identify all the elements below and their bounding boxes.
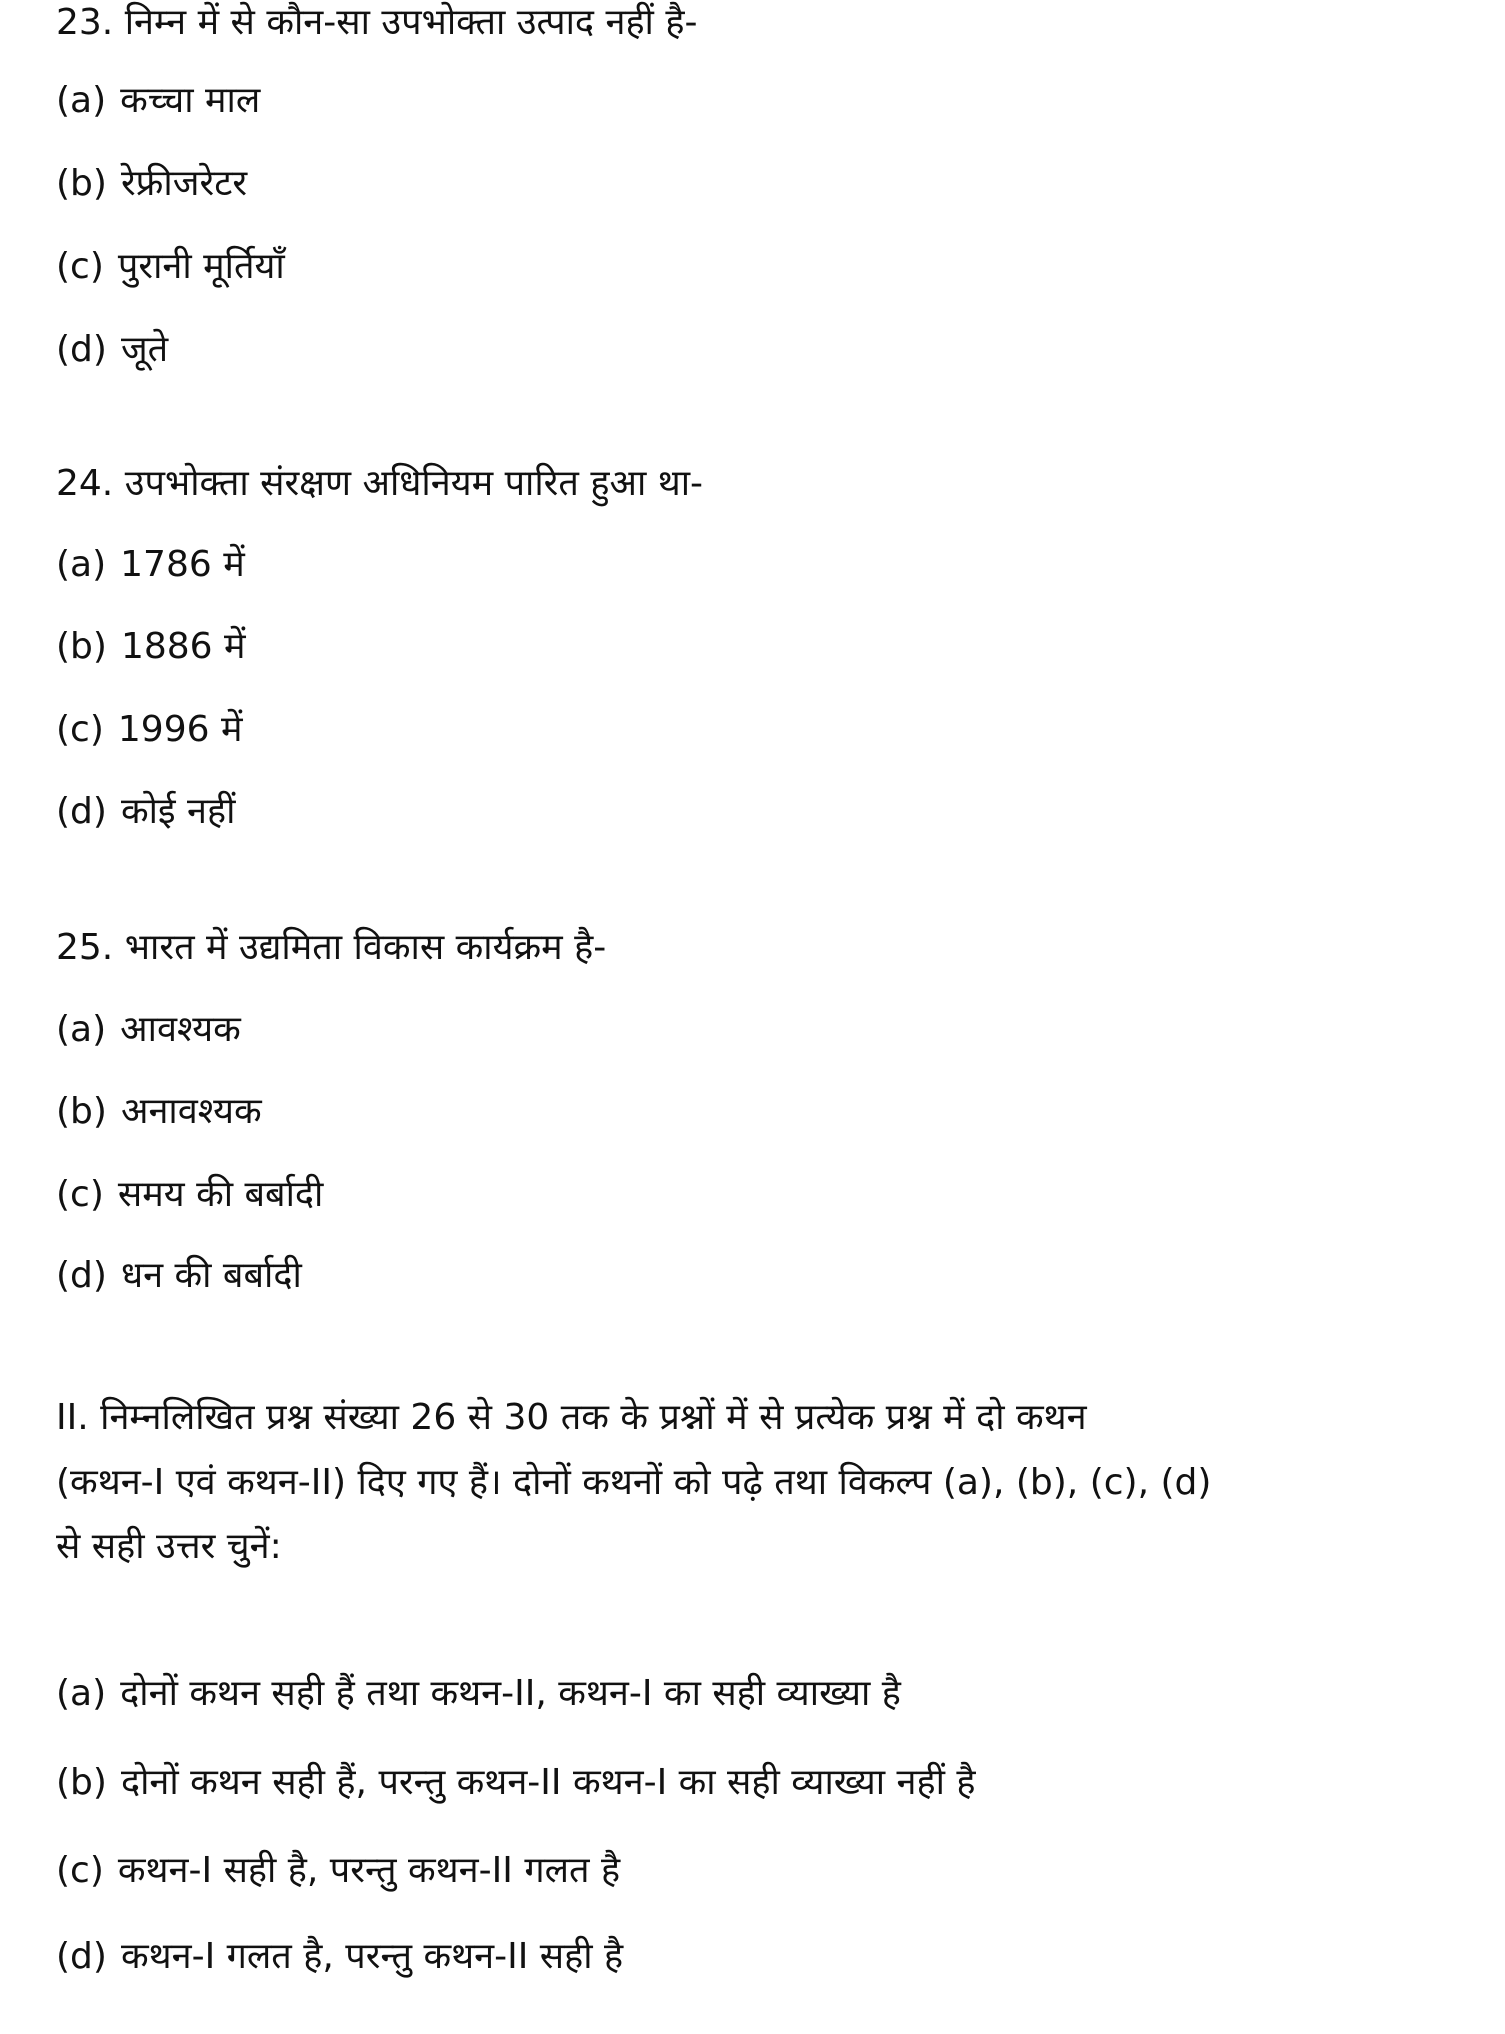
instruction-line-1: II. निम्नलिखित प्रश्न संख्या 26 से 30 तक के प्रश्नों में से प्रत्येक प्रश्न में दो कथन [56, 1397, 1087, 1438]
option-text: कोई नहीं [120, 791, 236, 832]
option-label: (b) [56, 626, 107, 667]
option-label: (b) [56, 1091, 107, 1132]
q25-option-b [56, 1089, 262, 1135]
option-label: (c) [56, 709, 104, 750]
option-label: (c) [56, 1174, 104, 1215]
option-text: धन की बर्बादी [120, 1255, 302, 1296]
question-number: 23. [56, 2, 114, 43]
question-number: 24. [56, 463, 114, 504]
question-25 [56, 925, 606, 971]
option-text: कथन-I गलत है, परन्तु कथन-II सही है [120, 1936, 624, 1977]
statement-option-d [56, 1934, 623, 1980]
q24-option-a [56, 542, 245, 588]
option-label: (a) [56, 80, 107, 121]
option-label: (d) [56, 1255, 107, 1296]
q24-option-d [56, 789, 235, 835]
q24-option-b [56, 624, 246, 670]
q23-option-b [56, 161, 247, 207]
q25-option-a [56, 1007, 241, 1053]
statement-option-b [56, 1760, 975, 1806]
q23-option-d [56, 327, 168, 373]
q24-option-c [56, 707, 242, 753]
instruction-line-2: (कथन-I एवं कथन-II) दिए गए हैं। दोनों कथनों को पढ़े तथा विकल्प (a), (b), (c), (d) [56, 1462, 1212, 1503]
q25-option-c [56, 1172, 323, 1218]
question-number: 25. [56, 927, 114, 968]
option-label: (c) [56, 246, 104, 287]
q23-option-c [56, 244, 285, 290]
option-text: दोनों कथन सही हैं तथा कथन-II, कथन-I का सही व्याख्या है [120, 1673, 901, 1714]
q25-option-d [56, 1253, 302, 1299]
q23-option-a [56, 78, 260, 124]
option-text: अनावश्यक [120, 1091, 262, 1132]
question-23 [56, 0, 697, 46]
option-label: (b) [56, 1762, 107, 1803]
option-label: (d) [56, 1936, 107, 1977]
option-text: आवश्यक [120, 1009, 241, 1050]
option-label: (d) [56, 329, 107, 370]
option-text: समय की बर्बादी [117, 1174, 324, 1215]
option-text: दोनों कथन सही हैं, परन्तु कथन-II कथन-I का सही व्याख्या नहीं है [120, 1762, 976, 1803]
option-label: (d) [56, 791, 107, 832]
question-text: भारत में उद्यमिता विकास कार्यक्रम है- [124, 927, 607, 968]
instruction-line-3: से सही उत्तर चुनें: [56, 1526, 282, 1567]
option-text: 1996 में [117, 709, 243, 750]
question-text: उपभोक्ता संरक्षण अधिनियम पारित हुआ था- [124, 463, 704, 504]
statement-option-c [56, 1848, 620, 1894]
option-text: कथन-I सही है, परन्तु कथन-II गलत है [117, 1850, 621, 1891]
statement-option-a [56, 1671, 901, 1717]
option-label: (c) [56, 1850, 104, 1891]
option-text: कच्चा माल [120, 80, 261, 121]
question-24 [56, 461, 703, 507]
option-text: 1786 में [120, 544, 245, 585]
option-text: रेफ्रीजरेटर [120, 163, 248, 204]
option-label: (a) [56, 544, 107, 585]
option-text: पुरानी मूर्तियाँ [117, 246, 285, 287]
option-label: (a) [56, 1009, 107, 1050]
question-text: निम्न में से कौन-सा उपभोक्ता उत्पाद नहीं है- [124, 2, 698, 43]
option-label: (a) [56, 1673, 107, 1714]
option-text: 1886 में [120, 626, 246, 667]
option-text: जूते [120, 329, 169, 370]
option-label: (b) [56, 163, 107, 204]
